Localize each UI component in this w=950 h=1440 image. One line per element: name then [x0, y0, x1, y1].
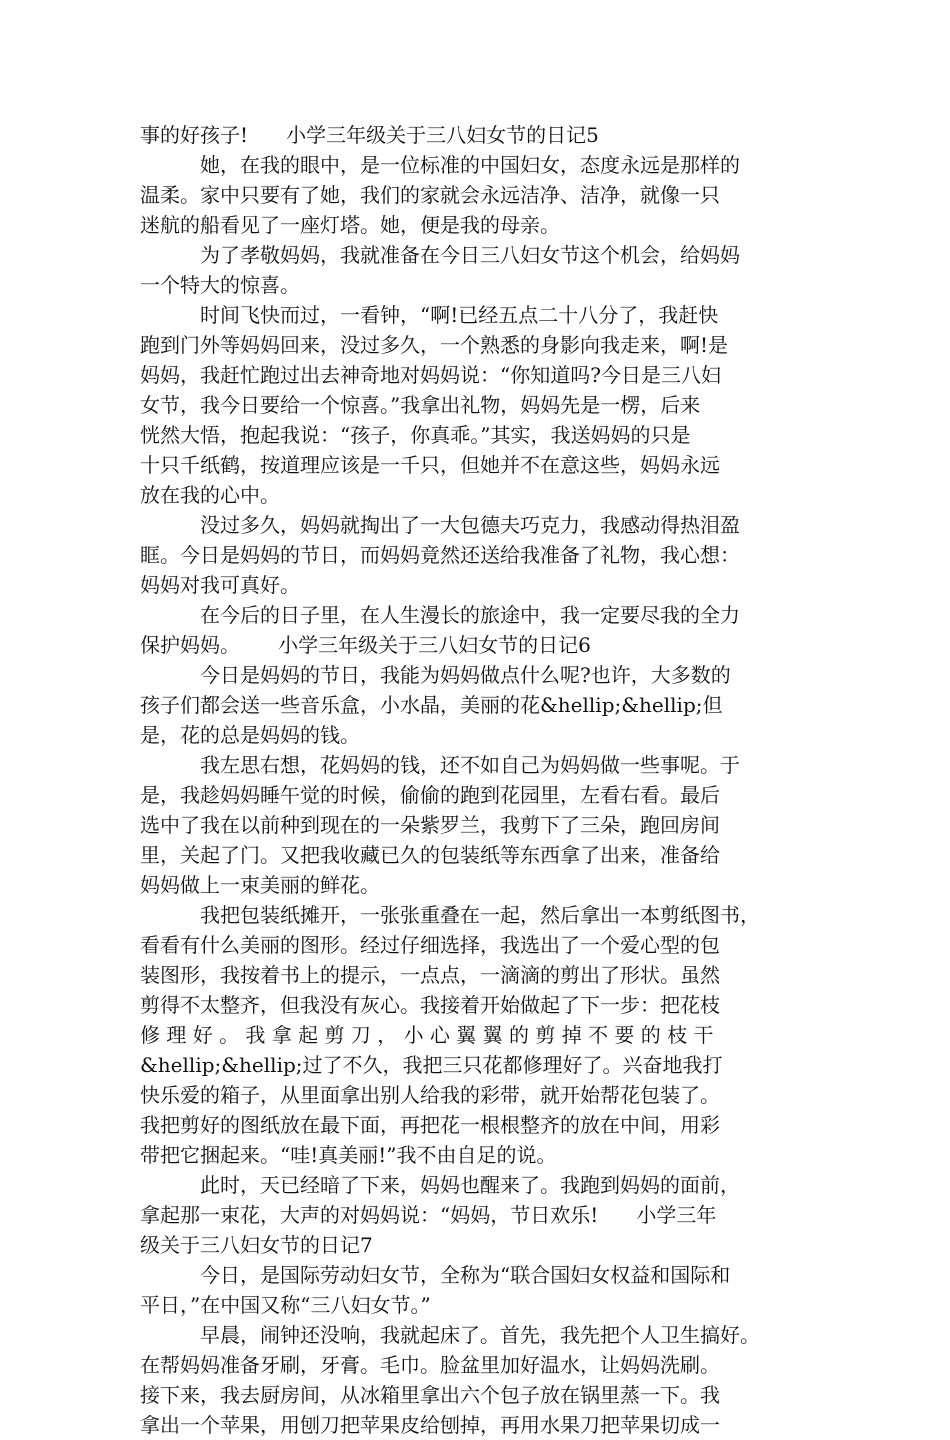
text-line: 为了孝敬妈妈，我就准备在今日三八妇女节这个机会，给妈妈	[200, 243, 740, 267]
text-line: 早晨，闹钟还没响，我就起床了。首先，我先把个人卫生搞好。	[200, 1323, 760, 1347]
text-line: 妈妈，我赶忙跑过出去神奇地对妈妈说：“你知道吗?今日是三八妇	[140, 363, 721, 387]
text-line: 是，花的总是妈妈的钱。	[140, 723, 360, 747]
text-line: 拿出一个苹果，用刨刀把苹果皮给刨掉，再用水果刀把苹果切成一	[140, 1413, 720, 1437]
text-line: 温柔。家中只要有了她，我们的家就会永远洁净、洁净，就像一只	[140, 183, 720, 207]
text-line: 妈妈做上一束美丽的鲜花。	[140, 873, 380, 897]
text-line: 我把包装纸摊开，一张张重叠在一起，然后拿出一本剪纸图书，	[200, 903, 760, 927]
text-line: 剪得不太整齐，但我没有灰心。我接着开始做起了下一步：把花枝	[140, 993, 720, 1017]
text-line: 拿起那一束花，大声的对妈妈说：“妈妈，节日欢乐! 小学三年	[140, 1203, 717, 1227]
text-line: 级关于三八妇女节的日记7	[140, 1233, 373, 1257]
text-line: 时间飞快而过，一看钟，“啊!已经五点二十八分了，我赶快	[200, 303, 719, 327]
text-line: 在帮妈妈准备牙刷，牙膏。毛巾。脸盆里加好温水，让妈妈洗刷。	[140, 1353, 720, 1377]
text-line: 十只千纸鹤，按道理应该是一千只，但她并不在意这些，妈妈永远	[140, 453, 720, 477]
text-line: 接下来，我去厨房间，从冰箱里拿出六个包子放在锅里蒸一下。我	[140, 1383, 720, 1407]
text-line: 放在我的心中。	[140, 483, 280, 507]
text-line: 今日是妈妈的节日，我能为妈妈做点什么呢?也许，大多数的	[200, 663, 731, 687]
text-line: 带把它捆起来。“哇!真美丽!”我不由自足的说。	[140, 1143, 557, 1167]
text-line: 是，我趁妈妈睡午觉的时候，偷偷的跑到花园里，左看右看。最后	[140, 783, 720, 807]
text-line: 装图形，我按着书上的提示，一点点，一滴滴的剪出了形状。虽然	[140, 963, 720, 987]
text-line: 在今后的日子里，在人生漫长的旅途中，我一定要尽我的全力	[200, 603, 740, 627]
text-line: 今日，是国际劳动妇女节，全称为“联合国妇女权益和国际和	[200, 1263, 731, 1287]
text-line: 迷航的船看见了一座灯塔。她，便是我的母亲。	[140, 213, 560, 237]
text-line: 我把剪好的图纸放在最下面，再把花一根根整齐的放在中间，用彩	[140, 1113, 720, 1137]
text-line: 里，关起了门。又把我收藏已久的包装纸等东西拿了出来，准备给	[140, 843, 720, 867]
text-line: 她，在我的眼中，是一位标准的中国妇女，态度永远是那样的	[200, 153, 740, 177]
text-line: 保护妈妈。 小学三年级关于三八妇女节的日记6	[140, 633, 591, 657]
text-line: 跑到门外等妈妈回来，没过多久，一个熟悉的身影向我走来，啊!是	[140, 333, 729, 357]
text-line: 一个特大的惊喜。	[140, 273, 300, 297]
text-line: 女节，我今日要给一个惊喜。”我拿出礼物，妈妈先是一楞，后来	[140, 393, 701, 417]
text-line: 我左思右想，花妈妈的钱，还不如自己为妈妈做一些事呢。于	[200, 753, 740, 777]
text-line: 恍然大悟，抱起我说：“孩子，你真乖。”其实，我送妈妈的只是	[140, 423, 691, 447]
text-line: 选中了我在以前种到现在的一朵紫罗兰，我剪下了三朵，跑回房间	[140, 813, 720, 837]
text-line: 此时，天已经暗了下来，妈妈也醒来了。我跑到妈妈的面前，	[200, 1173, 740, 1197]
text-line: 孩子们都会送一些音乐盒，小水晶，美丽的花&hellip;&hellip;但	[140, 693, 723, 717]
text-line: &hellip;&hellip;过了不久，我把三只花都修理好了。兴奋地我打	[140, 1053, 723, 1077]
document-page	[140, 120, 810, 1440]
text-line: 没过多久，妈妈就掏出了一大包德夫巧克力，我感动得热泪盈	[200, 513, 740, 537]
text-line: 修 理 好 。 我 拿 起 剪 刀 ， 小 心 翼 翼 的 剪 掉 不 要 的 枝 干	[140, 1023, 714, 1047]
text-line: 平日，”在中国又称“三八妇女节。”	[140, 1293, 431, 1317]
text-line: 事的好孩子! 小学三年级关于三八妇女节的日记5	[140, 123, 599, 147]
text-line: 快乐爱的箱子，从里面拿出别人给我的彩带，就开始帮花包装了。	[140, 1083, 720, 1107]
text-line: 妈妈对我可真好。	[140, 573, 300, 597]
text-line: 看看有什么美丽的图形。经过仔细选择，我选出了一个爱心型的包	[140, 933, 720, 957]
text-line: 眶。今日是妈妈的节日，而妈妈竟然还送给我准备了礼物，我心想：	[140, 543, 740, 567]
